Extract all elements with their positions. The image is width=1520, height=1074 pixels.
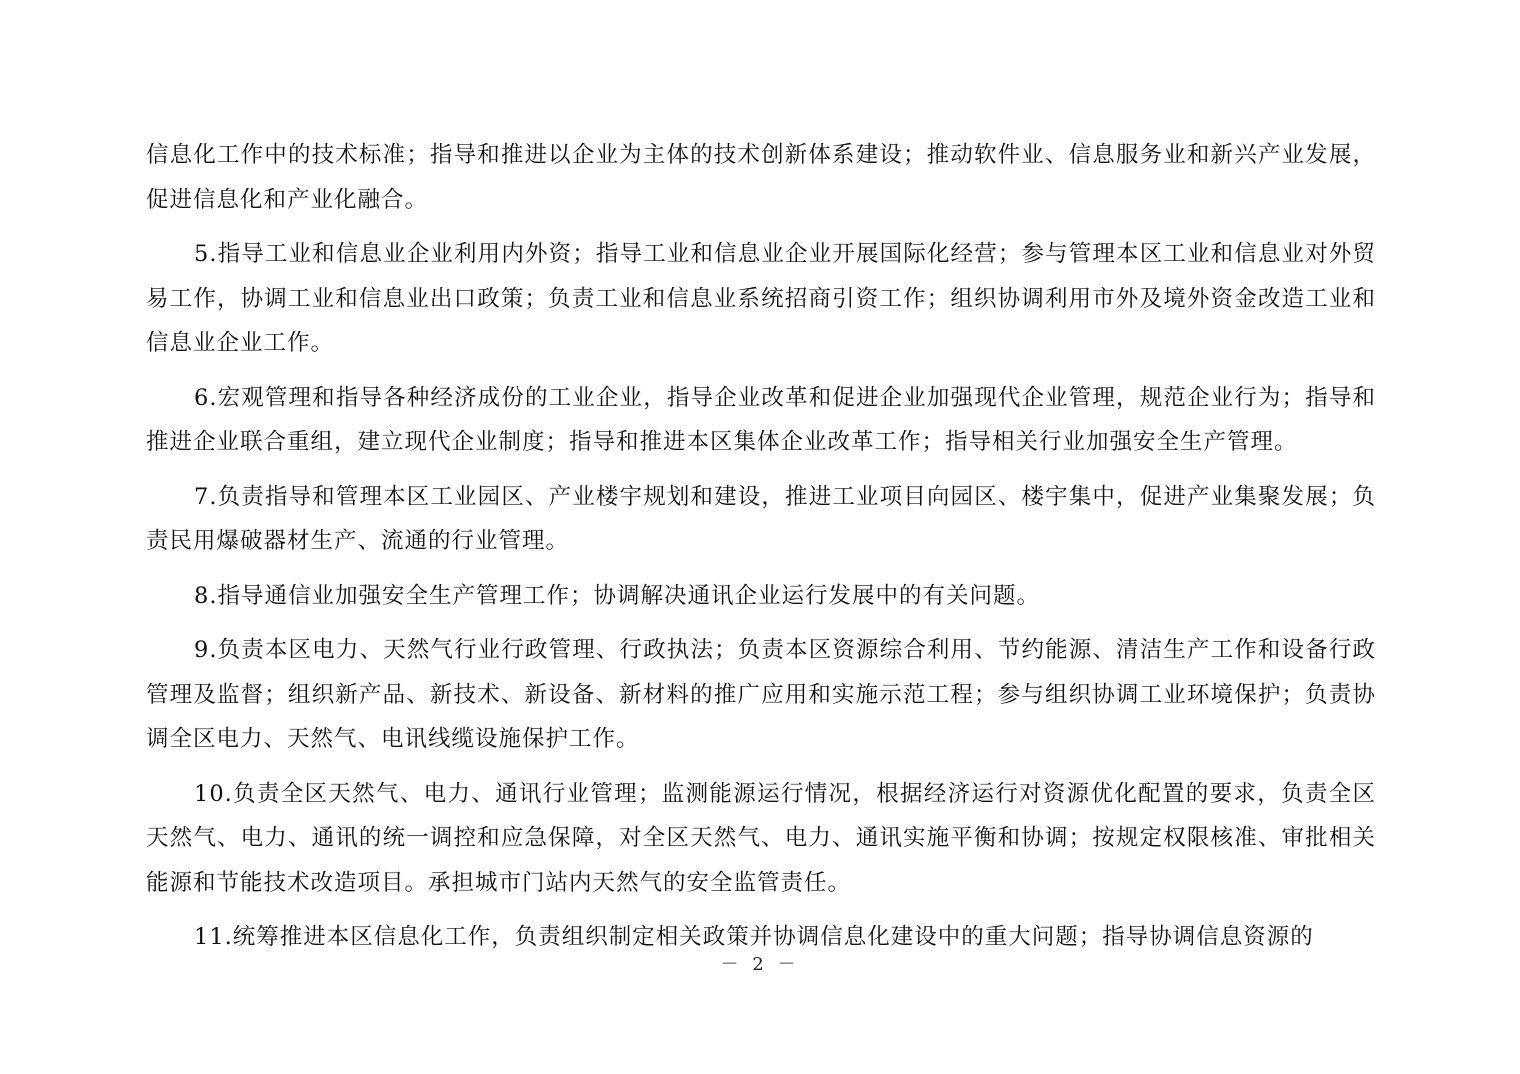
paragraph-item-8: 8.指导通信业加强安全生产管理工作；协调解决通讯企业运行发展中的有关问题。: [194, 582, 1040, 609]
document-body: [146, 133, 1376, 970]
paragraph-item-10: 10.负责全区天然气、电力、通讯行业管理；监测能源运行情况，根据经济运行对资源优化配置的要求，负责全区天然气、电力、通讯的统一调控和应急保障，对全区天然气、电力、通讯实施平衡和协调；按规定权限核准、审批相关能源和节能技术改造项目。承担城市门站内天然气的安全监管责任。: [146, 780, 1376, 896]
paragraph-item-9: 9.负责本区电力、天然气行业行政管理、行政执法；负责本区资源综合利用、节约能源、清洁生产工作和设备行政管理及监督；组织新产品、新技术、新设备、新材料的推广应用和实施示范工程；参与组织协调工业环境保护；负责协调全区电力、天然气、电讯线缆设施保护工作。: [146, 637, 1376, 752]
paragraph-item-5: 5.指导工业和信息业企业利用内外资；指导工业和信息业企业开展国际化经营；参与管理本区工业和信息业对外贸易工作，协调工业和信息业出口政策；负责工业和信息业系统招商引资工作；组织协调利用市外及境外资金改造工业和信息业企业工作。: [146, 241, 1376, 356]
page-number: － 2 －: [720, 954, 800, 975]
paragraph-item-6: 6.宏观管理和指导各种经济成份的工业企业，指导企业改革和促进企业加强现代企业管理，规范企业行为；指导和推进企业联合重组，建立现代企业制度；指导和推进本区集体企业改革工作；指导相关行业加强安全生产管理。: [146, 384, 1376, 455]
paragraph-item-11: 11.统筹推进本区信息化工作，负责组织制定相关政策并协调信息化建设中的重大问题；指导协调信息资源的: [194, 924, 1314, 950]
paragraph-item-7: 7.负责指导和管理本区工业园区、产业楼宇规划和建设，推进工业项目向园区、楼宇集中，促进产业集聚发展；负责民用爆破器材生产、流通的行业管理。: [146, 483, 1376, 554]
paragraph-continuation: 信息化工作中的技术标准；指导和推进以企业为主体的技术创新体系建设；推动软件业、信息服务业和新兴产业发展，促进信息化和产业化融合。: [146, 142, 1376, 213]
